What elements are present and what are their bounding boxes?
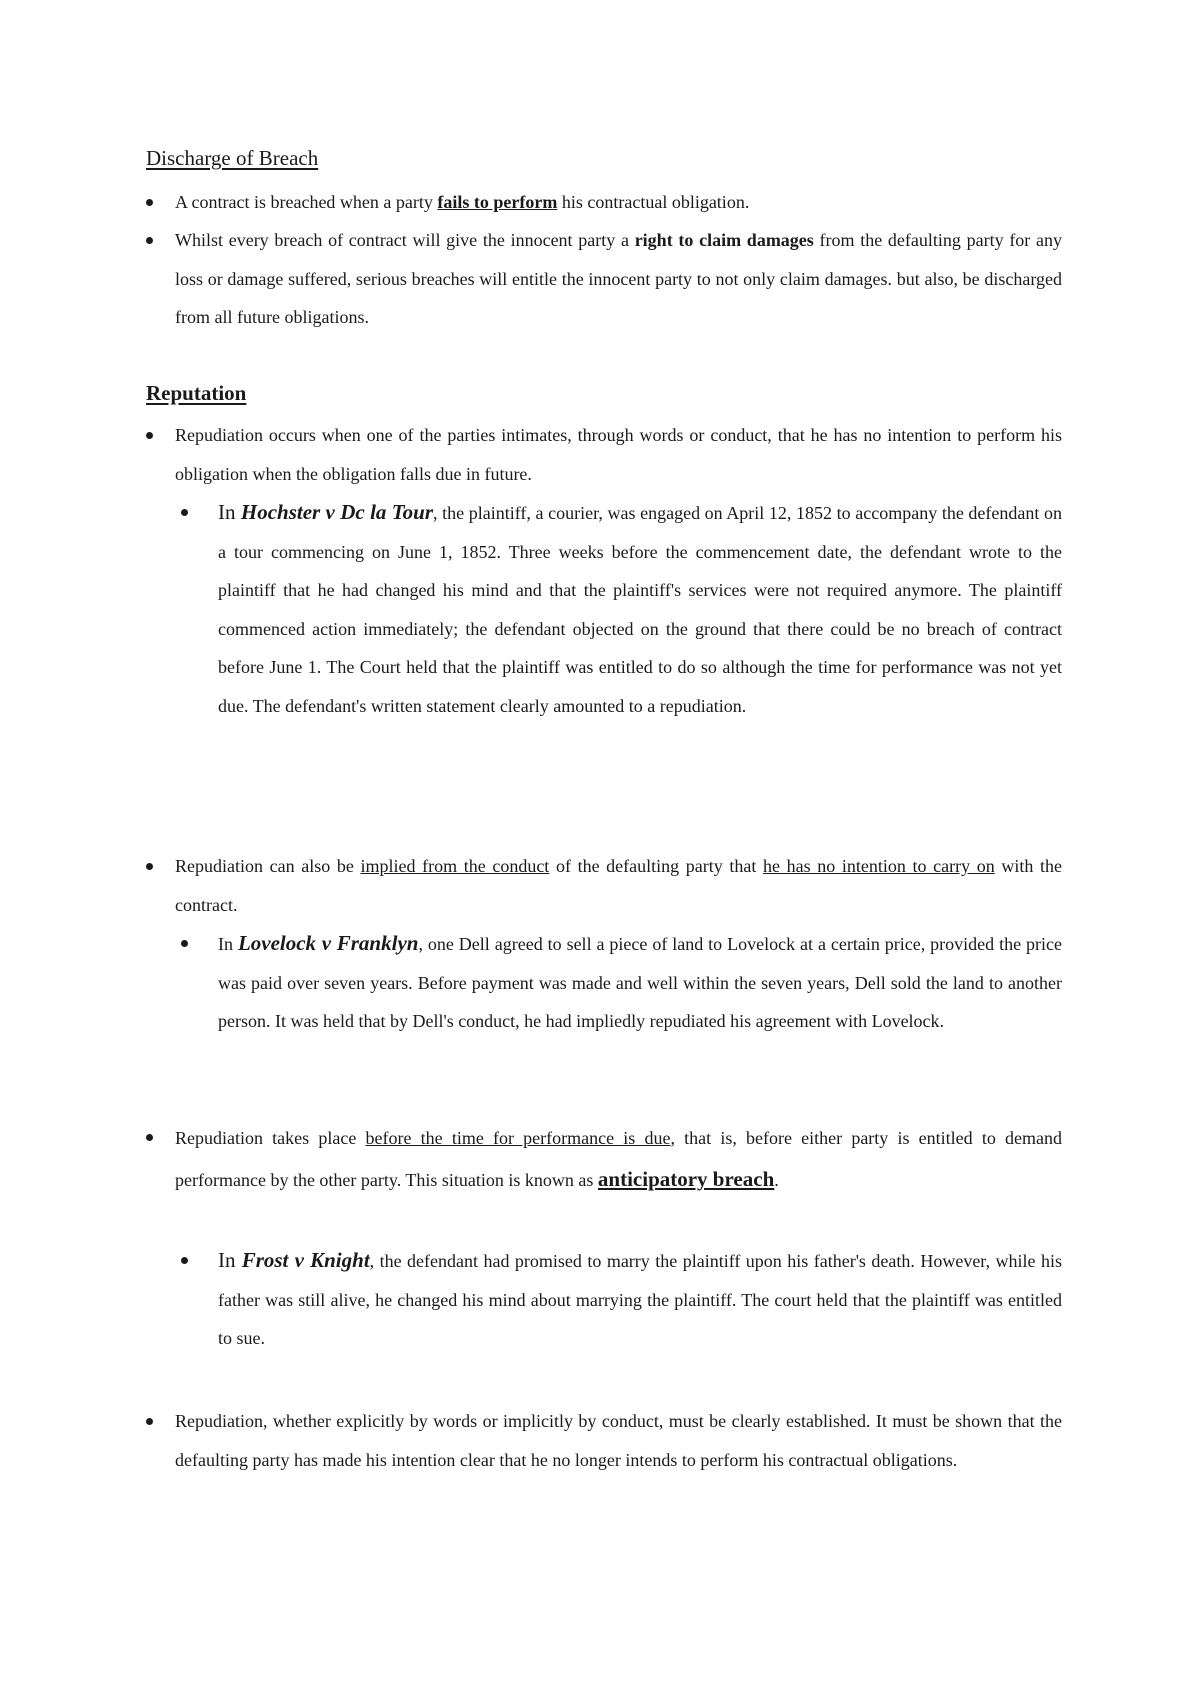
- text-run: In: [218, 1248, 242, 1272]
- text-run: Repudiation can also be: [175, 856, 361, 876]
- reputation-bullet-4: Repudiation, whether explicitly by words or implicitly by conduct, must be clearly established. It must be shown that the defaulting party has made his intention clear that he no longer intends to perform his contractual obligations.: [175, 1411, 1062, 1470]
- case-lovelock: [218, 924, 1062, 1041]
- section-title-discharge: Discharge of Breach: [146, 146, 319, 170]
- case-hochster: [218, 493, 1062, 725]
- bullet-icon: [146, 237, 153, 244]
- bullet-icon: [146, 199, 153, 206]
- emphasis-text: fails to perform: [437, 192, 558, 212]
- reputation-bullet-3: [175, 1118, 1062, 1201]
- bullet-icon: [181, 940, 188, 947]
- text-run: , one Dell agreed to sell a piece of land to Lovelock at a certain price, provided the price was paid over seven years. Before payment was made and well within the seven years, Dell sold the land to another person. It was held that by Dell's conduct, he had impliedly repudiated his agreement with Lovelock.: [218, 934, 1062, 1031]
- bullet-icon: [146, 1418, 153, 1425]
- discharge-bullet-1: [175, 183, 1062, 222]
- text-run: his contractual obligation.: [557, 192, 750, 212]
- bullet-icon: [146, 432, 153, 439]
- emphasis-text: anticipatory breach: [597, 1167, 775, 1191]
- case-name: Frost v Knight: [241, 1248, 370, 1272]
- text-run: , the plaintiff, a courier, was engaged on April 12, 1852 to accompany the defendant on a tour commencing on June 1, 1852. Three weeks before the commencement date, the defendant wrote to the plaintiff that he had changed his mind and that the plaintiff's services were not required anymore. The plaintiff commenced action immediately; the defendant objected on the ground that there could be no breach of contract before June 1. The Court held that the plaintiff was entitled to do so although the time for performance was not yet due. The defendant's written statement clearly amounted to a repudiation.: [218, 503, 1062, 716]
- text-run: , the defendant had promised to marry the plaintiff upon his father's death. However, while his father was still alive, he changed his mind about marrying the plaintiff. The court held that the plaintiff was entitled to sue.: [218, 1251, 1062, 1348]
- text-run: , that is, before either party is entitled to demand performance by the other party. This situation is known as: [175, 1128, 1062, 1190]
- underlined-text: he has no intention to carry on: [763, 856, 995, 876]
- text-run: Repudiation takes place: [175, 1128, 366, 1148]
- section-title-reputation: Reputation: [146, 381, 247, 405]
- discharge-bullet-2: [175, 221, 1062, 337]
- emphasis-text: right to claim damages: [634, 230, 814, 250]
- text-run: Whilst every breach of contract will give the innocent party a: [175, 230, 635, 250]
- underlined-text: implied from the conduct: [360, 856, 550, 876]
- bullet-icon: [146, 1134, 153, 1141]
- bullet-icon: [181, 509, 188, 516]
- case-name: Lovelock v Franklyn: [237, 931, 419, 955]
- reputation-bullet-1: Repudiation occurs when one of the parties intimates, through words or conduct, that he has no intention to perform his obligation when the obligation falls due in future.: [175, 425, 1062, 484]
- text-run: .: [774, 1170, 779, 1190]
- text-run: In: [218, 500, 241, 524]
- underlined-text: before the time for performance is due: [365, 1128, 671, 1148]
- text-run: from the defaulting party for any loss or damage suffered, serious breaches will entitle the innocent party to not only claim damages. but also, be discharged from all future obligations.: [175, 230, 1063, 327]
- text-run: with the contract.: [175, 856, 1062, 915]
- reputation-bullet-2: [175, 847, 1062, 924]
- case-frost: [218, 1241, 1062, 1358]
- text-run: A contract is breached when a party: [175, 192, 438, 212]
- bullet-icon: [146, 863, 153, 870]
- text-run: In: [218, 934, 238, 954]
- bullet-icon: [181, 1257, 188, 1264]
- text-run: of the defaulting party that: [549, 856, 764, 876]
- case-name: Hochster v Dc la Tour: [240, 500, 434, 524]
